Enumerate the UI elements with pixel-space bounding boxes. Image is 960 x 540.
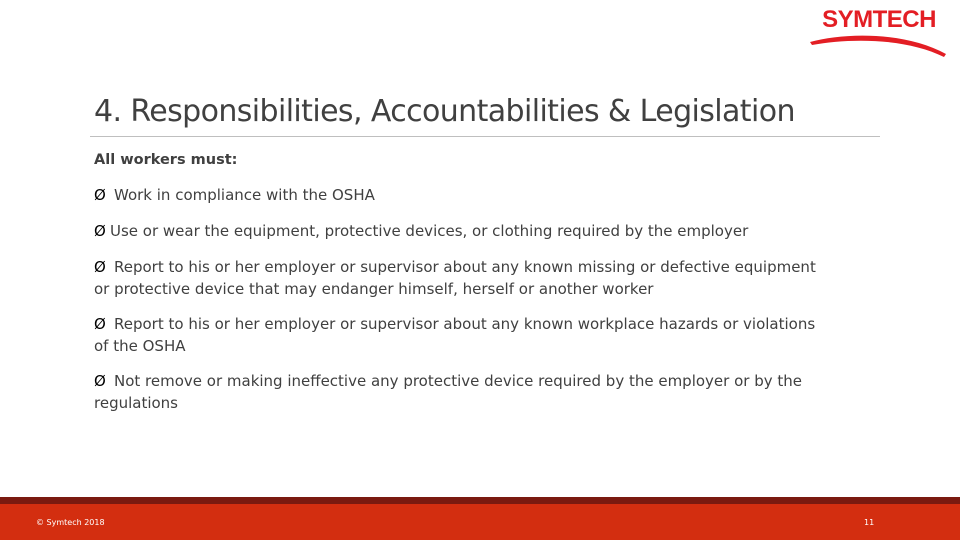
arrow-bullet-icon: Ø (94, 222, 106, 240)
bullet-text-continued: or protective device that may endanger himself, herself or another worker (94, 280, 654, 298)
logo-text: SYMTECH (822, 6, 936, 33)
footer-accent-line (0, 497, 960, 504)
arrow-bullet-icon: Ø (94, 258, 106, 276)
intro-text: All workers must: (94, 152, 238, 168)
symtech-logo (806, 6, 952, 58)
bullet-text: Work in compliance with the OSHA (114, 186, 375, 204)
list-item (86, 220, 886, 242)
page-number: 11 (864, 518, 875, 527)
arrow-bullet-icon: Ø (94, 372, 106, 390)
slide-title: 4. Responsibilities, Accountabilities & Legislation (94, 94, 795, 129)
bullet-text: Not remove or making ineffective any protective device required by the employer or by the (114, 372, 802, 390)
arrow-bullet-icon: Ø (94, 186, 106, 204)
list-item (86, 184, 886, 206)
list-item (86, 256, 886, 300)
bullet-text: Use or wear the equipment, protective devices, or clothing required by the employer (110, 222, 749, 240)
footer-bar (0, 504, 960, 540)
copyright-text: © Symtech 2018 (36, 518, 105, 527)
bullet-text: Report to his or her employer or supervisor about any known workplace hazards or violations (114, 315, 816, 333)
title-divider (90, 136, 880, 137)
bullet-text-continued: regulations (94, 394, 179, 412)
swoosh-icon (806, 30, 952, 60)
bullet-text: Report to his or her employer or supervisor about any known missing or defective equipment (114, 258, 816, 276)
list-item (86, 370, 886, 414)
list-item (86, 313, 886, 357)
bullet-text-continued: of the OSHA (94, 337, 186, 355)
arrow-bullet-icon: Ø (94, 315, 106, 333)
